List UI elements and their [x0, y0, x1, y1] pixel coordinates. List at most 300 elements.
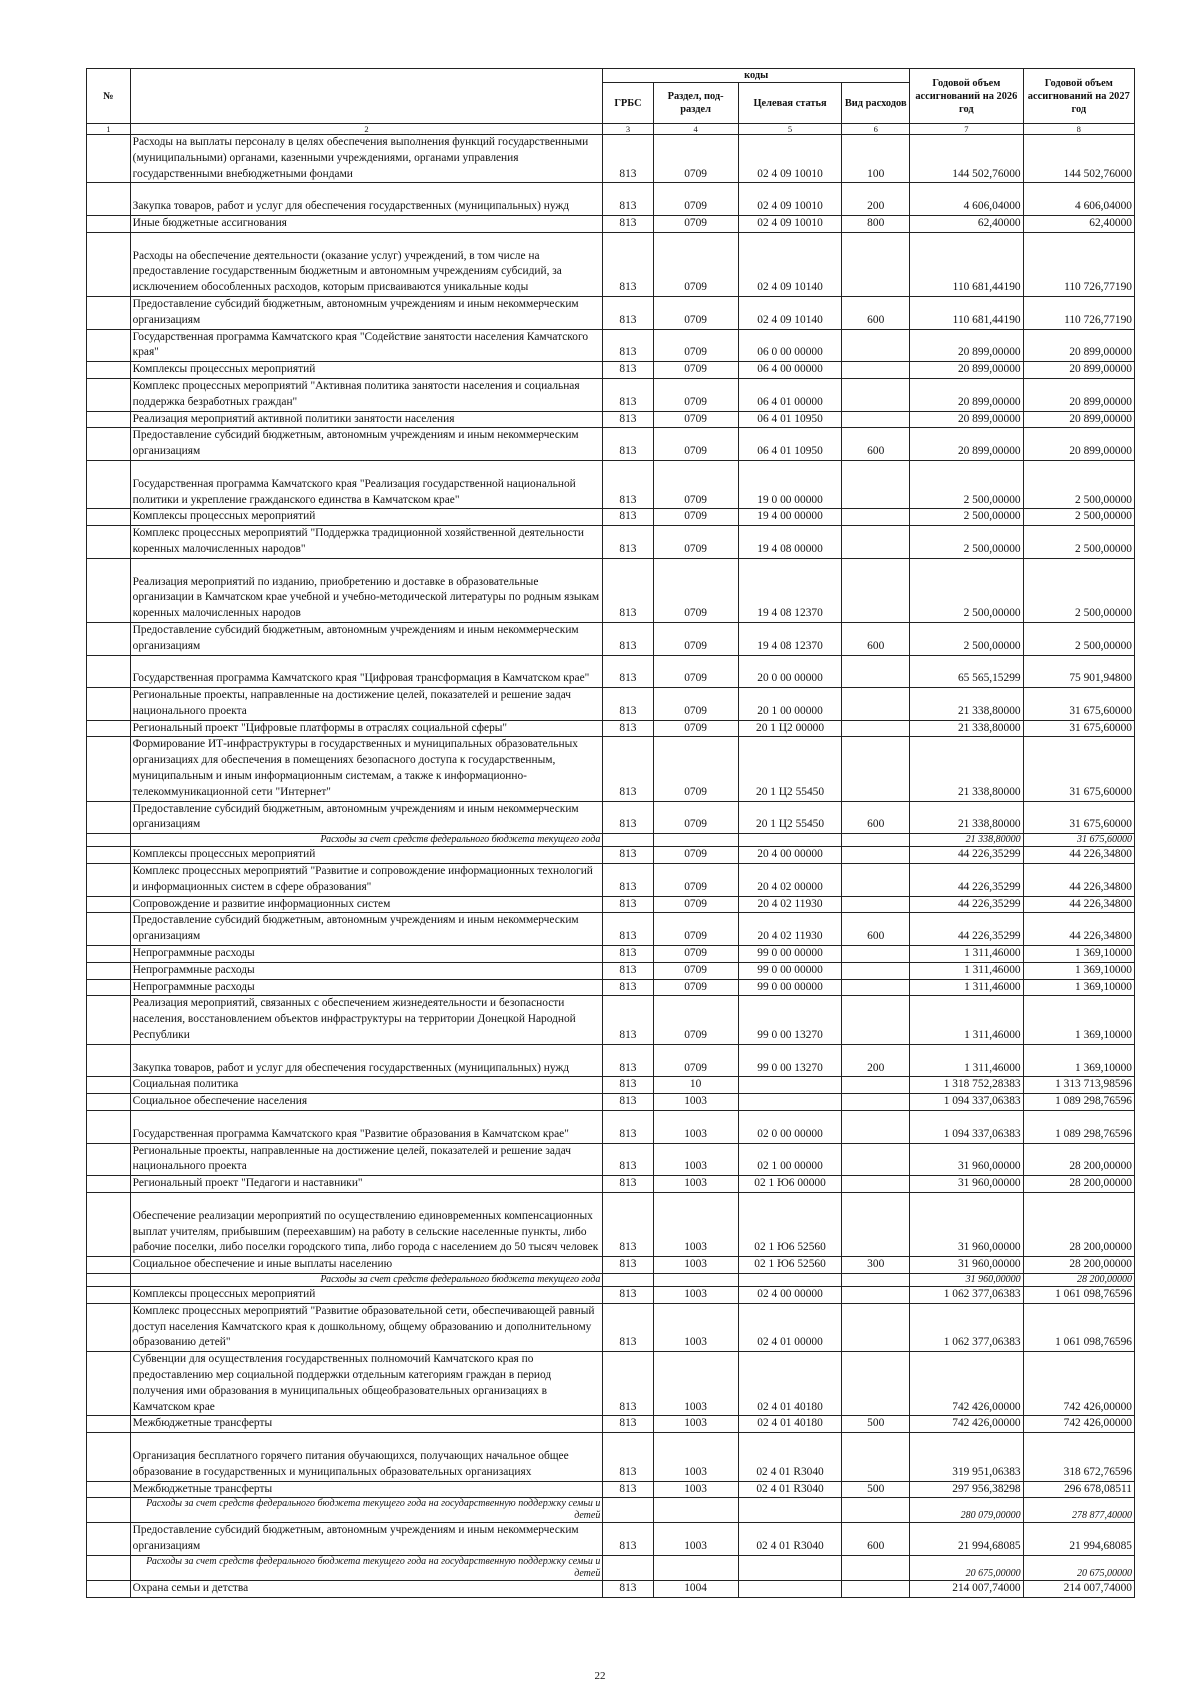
row-target-cell: 02 4 09 10010: [738, 215, 842, 232]
table-row: [87, 1257, 1135, 1274]
row-volume-2026-cell: 742 426,00000: [910, 1416, 1024, 1433]
row-razdel-cell: 0709: [653, 1044, 738, 1077]
table-row: [87, 1481, 1135, 1498]
row-grbs-cell: 813: [603, 1044, 653, 1077]
row-kind-cell: [842, 720, 910, 737]
row-volume-2026-cell: 214 007,74000: [910, 1580, 1024, 1597]
row-grbs-cell: 813: [603, 962, 653, 979]
row-name-cell: Предоставление субсидий бюджетным, автономным учреждениям и иным некоммерческим организациям: [130, 1523, 603, 1556]
row-volume-2026-cell: 44 226,35299: [910, 847, 1024, 864]
row-grbs-cell: 813: [603, 135, 653, 183]
row-volume-2027-cell: 1 061 098,76596: [1023, 1286, 1134, 1303]
row-number-cell: [87, 329, 131, 362]
row-kind-cell: 600: [842, 801, 910, 834]
row-grbs-cell: 813: [603, 996, 653, 1044]
row-target-cell: 02 1 Ю6 52560: [738, 1257, 842, 1274]
row-target-cell: [738, 1094, 842, 1111]
row-volume-2027-cell: 296 678,08511: [1023, 1481, 1134, 1498]
row-target-cell: 02 4 09 10010: [738, 135, 842, 183]
row-number-cell: [87, 979, 131, 996]
row-volume-2026-cell: 1 311,46000: [910, 962, 1024, 979]
table-note-row: [87, 1273, 1135, 1286]
row-name-cell: Расходы на выплаты персоналу в целях обеспечения выполнения функций государственными (муниципальными) органами, казенными учреждениями, органами управления государственными внебюджетными фондами: [130, 135, 603, 183]
row-kind-cell: 800: [842, 215, 910, 232]
row-number-cell: [87, 1416, 131, 1433]
row-volume-2027-cell: 110 726,77190: [1023, 232, 1134, 296]
col-number: 2: [130, 124, 603, 135]
row-kind-cell: [842, 864, 910, 897]
row-razdel-cell: 0709: [653, 847, 738, 864]
row-razdel-cell: 0709: [653, 411, 738, 428]
table-row: [87, 946, 1135, 963]
row-volume-2027-cell: 110 726,77190: [1023, 296, 1134, 329]
row-volume-2026-cell: 2 500,00000: [910, 526, 1024, 559]
col-number: 3: [603, 124, 653, 135]
row-name-cell: Комплексы процессных мероприятий: [130, 847, 603, 864]
row-volume-2027-cell: 318 672,76596: [1023, 1433, 1134, 1481]
row-volume-2026-cell: 62,40000: [910, 215, 1024, 232]
row-number-cell: [87, 737, 131, 801]
row-razdel-cell: 0709: [653, 378, 738, 411]
row-name-cell: Межбюджетные трансферты: [130, 1416, 603, 1433]
row-razdel-cell: 1004: [653, 1580, 738, 1597]
row-razdel-cell: [653, 1498, 738, 1523]
row-grbs-cell: 813: [603, 979, 653, 996]
row-grbs-cell: 813: [603, 411, 653, 428]
row-volume-2027-cell: 31 675,60000: [1023, 737, 1134, 801]
row-name-cell: Комплекс процессных мероприятий "Развитие и сопровождение информационных технологий и информационных систем в сфере образования": [130, 864, 603, 897]
row-kind-cell: [842, 1111, 910, 1144]
row-number-cell: [87, 896, 131, 913]
row-volume-2026-cell: 1 311,46000: [910, 996, 1024, 1044]
row-volume-2026-cell: 21 338,80000: [910, 720, 1024, 737]
row-grbs-cell: 813: [603, 688, 653, 721]
row-number-cell: [87, 1352, 131, 1416]
row-name-cell: Расходы на обеспечение деятельности (оказание услуг) учреждений, в том числе на предоставление государственным бюджетным и автономным учреждениям субсидий, за исключением обособленных расходов, которым присваиваются уникальные коды: [130, 232, 603, 296]
row-grbs-cell: 813: [603, 864, 653, 897]
budget-table: [86, 68, 1135, 1598]
row-name-cell: Предоставление субсидий бюджетным, автономным учреждениям и иным некоммерческим организациям: [130, 428, 603, 461]
row-volume-2027-cell: 1 369,10000: [1023, 979, 1134, 996]
row-name-cell: Комплексы процессных мероприятий: [130, 1286, 603, 1303]
row-target-cell: 99 0 00 00000: [738, 946, 842, 963]
row-volume-2026-cell: 31 960,00000: [910, 1193, 1024, 1257]
col-number: 4: [653, 124, 738, 135]
row-number-cell: [87, 1143, 131, 1176]
row-volume-2026-cell: 110 681,44190: [910, 296, 1024, 329]
row-name-cell: Региональный проект "Педагоги и наставники": [130, 1176, 603, 1193]
row-kind-cell: [842, 460, 910, 508]
row-target-cell: 99 0 00 00000: [738, 979, 842, 996]
row-volume-2027-cell: 1 313 713,98596: [1023, 1077, 1134, 1094]
row-target-cell: 99 0 00 00000: [738, 962, 842, 979]
row-volume-2027-cell: 2 500,00000: [1023, 460, 1134, 508]
row-target-cell: 02 1 Ю6 52560: [738, 1193, 842, 1257]
col-header-number: №: [87, 69, 131, 124]
row-name-cell: Расходы за счет средств федерального бюджета текущего года на государственную поддержку семьи и детей: [130, 1555, 603, 1580]
row-volume-2026-cell: 1 311,46000: [910, 946, 1024, 963]
row-name-cell: Субвенции для осуществления государственных полномочий Камчатского края по предоставлению мер социальной поддержки отдельным категориям граждан в период получения ими образования в муниципальных общеобразовательных организациях в Камчатском крае: [130, 1352, 603, 1416]
row-target-cell: [738, 1077, 842, 1094]
row-kind-cell: [842, 946, 910, 963]
row-target-cell: [738, 1498, 842, 1523]
row-number-cell: [87, 558, 131, 622]
row-kind-cell: [842, 962, 910, 979]
row-volume-2026-cell: 2 500,00000: [910, 509, 1024, 526]
row-volume-2027-cell: 31 675,60000: [1023, 834, 1134, 847]
row-target-cell: 99 0 00 13270: [738, 996, 842, 1044]
row-volume-2027-cell: 44 226,34800: [1023, 896, 1134, 913]
row-volume-2027-cell: 1 089 298,76596: [1023, 1094, 1134, 1111]
row-kind-cell: 100: [842, 135, 910, 183]
row-volume-2026-cell: 31 960,00000: [910, 1176, 1024, 1193]
row-name-cell: Реализация мероприятий, связанных с обеспечением жизнедеятельности и безопасности населения, восстановлением объектов инфраструктуры на территории Донецкой Народной Республики: [130, 996, 603, 1044]
table-row: [87, 183, 1135, 216]
table-row: [87, 232, 1135, 296]
row-volume-2027-cell: 1 369,10000: [1023, 946, 1134, 963]
row-grbs-cell: 813: [603, 1580, 653, 1597]
row-kind-cell: [842, 834, 910, 847]
row-razdel-cell: 0709: [653, 720, 738, 737]
row-volume-2026-cell: 65 565,15299: [910, 655, 1024, 688]
row-razdel-cell: 0709: [653, 428, 738, 461]
row-target-cell: 02 4 09 10140: [738, 232, 842, 296]
row-kind-cell: [842, 1352, 910, 1416]
row-target-cell: 02 4 09 10010: [738, 183, 842, 216]
row-number-cell: [87, 962, 131, 979]
row-target-cell: 02 4 01 40180: [738, 1352, 842, 1416]
row-volume-2026-cell: 20 675,00000: [910, 1555, 1024, 1580]
row-razdel-cell: 0709: [653, 329, 738, 362]
row-target-cell: 20 4 00 00000: [738, 847, 842, 864]
row-volume-2027-cell: 44 226,34800: [1023, 864, 1134, 897]
row-name-cell: Расходы за счет средств федерального бюджета текущего года на государственную поддержку семьи и детей: [130, 1498, 603, 1523]
row-volume-2027-cell: 28 200,00000: [1023, 1143, 1134, 1176]
table-row: [87, 1286, 1135, 1303]
row-kind-cell: 200: [842, 183, 910, 216]
row-target-cell: 02 1 00 00000: [738, 1143, 842, 1176]
row-razdel-cell: 1003: [653, 1143, 738, 1176]
row-grbs-cell: 813: [603, 558, 653, 622]
row-razdel-cell: 0709: [653, 362, 738, 379]
row-target-cell: 99 0 00 13270: [738, 1044, 842, 1077]
row-number-cell: [87, 1044, 131, 1077]
row-grbs-cell: 813: [603, 1303, 653, 1351]
row-name-cell: Государственная программа Камчатского края "Содействие занятости населения Камчатского края": [130, 329, 603, 362]
table-row: [87, 1111, 1135, 1144]
col-header-kind: Вид расходов: [842, 83, 910, 124]
row-target-cell: 19 4 00 00000: [738, 509, 842, 526]
row-grbs-cell: 813: [603, 913, 653, 946]
row-razdel-cell: 0709: [653, 913, 738, 946]
row-target-cell: 19 4 08 00000: [738, 526, 842, 559]
row-volume-2027-cell: 20 899,00000: [1023, 411, 1134, 428]
column-number-row: [87, 124, 1135, 135]
row-kind-cell: [842, 1498, 910, 1523]
row-target-cell: 19 4 08 12370: [738, 558, 842, 622]
row-volume-2026-cell: 20 899,00000: [910, 428, 1024, 461]
row-kind-cell: [842, 847, 910, 864]
row-kind-cell: 200: [842, 1044, 910, 1077]
row-volume-2027-cell: 28 200,00000: [1023, 1176, 1134, 1193]
row-target-cell: 06 4 01 10950: [738, 428, 842, 461]
table-row: [87, 329, 1135, 362]
row-target-cell: 02 1 Ю6 00000: [738, 1176, 842, 1193]
table-row: [87, 1523, 1135, 1556]
table-row: [87, 962, 1135, 979]
row-grbs-cell: 813: [603, 460, 653, 508]
row-volume-2027-cell: 20 899,00000: [1023, 329, 1134, 362]
row-volume-2026-cell: 2 500,00000: [910, 622, 1024, 655]
table-row: [87, 913, 1135, 946]
row-grbs-cell: 813: [603, 1433, 653, 1481]
row-target-cell: 20 1 Ц2 55450: [738, 801, 842, 834]
row-kind-cell: 600: [842, 296, 910, 329]
row-volume-2026-cell: 21 338,80000: [910, 737, 1024, 801]
row-grbs-cell: 813: [603, 1481, 653, 1498]
row-volume-2026-cell: 280 079,00000: [910, 1498, 1024, 1523]
row-volume-2027-cell: 28 200,00000: [1023, 1273, 1134, 1286]
row-kind-cell: [842, 737, 910, 801]
row-name-cell: Государственная программа Камчатского края "Развитие образования в Камчатском крае": [130, 1111, 603, 1144]
row-kind-cell: [842, 1433, 910, 1481]
row-target-cell: [738, 834, 842, 847]
row-razdel-cell: 0709: [653, 135, 738, 183]
row-target-cell: 06 4 00 00000: [738, 362, 842, 379]
table-row: [87, 1077, 1135, 1094]
row-name-cell: Социальное обеспечение и иные выплаты населению: [130, 1257, 603, 1274]
row-volume-2027-cell: 2 500,00000: [1023, 526, 1134, 559]
table-row: [87, 801, 1135, 834]
row-grbs-cell: 813: [603, 1416, 653, 1433]
row-number-cell: [87, 622, 131, 655]
row-name-cell: Закупка товаров, работ и услуг для обеспечения государственных (муниципальных) нужд: [130, 1044, 603, 1077]
row-volume-2026-cell: 31 960,00000: [910, 1273, 1024, 1286]
row-kind-cell: [842, 1176, 910, 1193]
row-volume-2027-cell: 4 606,04000: [1023, 183, 1134, 216]
row-razdel-cell: 0709: [653, 688, 738, 721]
col-number: 1: [87, 124, 131, 135]
row-number-cell: [87, 913, 131, 946]
row-number-cell: [87, 1498, 131, 1523]
row-number-cell: [87, 1580, 131, 1597]
row-volume-2027-cell: 28 200,00000: [1023, 1257, 1134, 1274]
row-name-cell: Комплекс процессных мероприятий "Поддержка традиционной хозяйственной деятельности коренных малочисленных народов": [130, 526, 603, 559]
row-name-cell: Государственная программа Камчатского края "Цифровая трансформация в Камчатском крае": [130, 655, 603, 688]
table-note-row: [87, 1498, 1135, 1523]
row-kind-cell: [842, 329, 910, 362]
row-volume-2027-cell: 62,40000: [1023, 215, 1134, 232]
row-volume-2026-cell: 44 226,35299: [910, 896, 1024, 913]
table-row: [87, 720, 1135, 737]
row-name-cell: Межбюджетные трансферты: [130, 1481, 603, 1498]
row-volume-2026-cell: 1 062 377,06383: [910, 1286, 1024, 1303]
row-number-cell: [87, 1111, 131, 1144]
row-number-cell: [87, 1176, 131, 1193]
row-target-cell: 02 4 01 00000: [738, 1303, 842, 1351]
col-number: 8: [1023, 124, 1134, 135]
row-kind-cell: [842, 688, 910, 721]
row-number-cell: [87, 1193, 131, 1257]
row-volume-2026-cell: 1 311,46000: [910, 979, 1024, 996]
row-grbs-cell: 813: [603, 1094, 653, 1111]
table-row: [87, 135, 1135, 183]
row-name-cell: Региональные проекты, направленные на достижение целей, показателей и решение задач национального проекта: [130, 1143, 603, 1176]
table-row: [87, 737, 1135, 801]
row-razdel-cell: 0709: [653, 962, 738, 979]
row-grbs-cell: 813: [603, 847, 653, 864]
row-kind-cell: [842, 232, 910, 296]
row-name-cell: Непрограммные расходы: [130, 979, 603, 996]
table-note-row: [87, 1555, 1135, 1580]
row-target-cell: 20 4 02 11930: [738, 896, 842, 913]
row-volume-2026-cell: 742 426,00000: [910, 1352, 1024, 1416]
row-razdel-cell: 1003: [653, 1481, 738, 1498]
row-name-cell: Региональные проекты, направленные на достижение целей, показателей и решение задач национального проекта: [130, 688, 603, 721]
row-volume-2026-cell: 21 338,80000: [910, 688, 1024, 721]
row-target-cell: 20 4 02 00000: [738, 864, 842, 897]
row-name-cell: Предоставление субсидий бюджетным, автономным учреждениям и иным некоммерческим организациям: [130, 622, 603, 655]
row-name-cell: Предоставление субсидий бюджетным, автономным учреждениям и иным некоммерческим организациям: [130, 296, 603, 329]
table-note-row: [87, 834, 1135, 847]
table-row: [87, 688, 1135, 721]
row-target-cell: 19 0 00 00000: [738, 460, 842, 508]
row-volume-2027-cell: 44 226,34800: [1023, 913, 1134, 946]
row-grbs-cell: 813: [603, 1286, 653, 1303]
row-target-cell: 06 4 01 00000: [738, 378, 842, 411]
row-number-cell: [87, 996, 131, 1044]
row-name-cell: Комплексы процессных мероприятий: [130, 362, 603, 379]
row-number-cell: [87, 946, 131, 963]
table-row: [87, 215, 1135, 232]
table-row: [87, 362, 1135, 379]
row-number-cell: [87, 1481, 131, 1498]
row-kind-cell: [842, 996, 910, 1044]
row-target-cell: 02 0 00 00000: [738, 1111, 842, 1144]
col-header-grbs: ГРБС: [603, 83, 653, 124]
row-number-cell: [87, 1273, 131, 1286]
row-kind-cell: [842, 1555, 910, 1580]
row-volume-2026-cell: 1 094 337,06383: [910, 1111, 1024, 1144]
col-header-codes: коды: [603, 69, 910, 83]
row-kind-cell: [842, 1303, 910, 1351]
row-razdel-cell: 0709: [653, 622, 738, 655]
row-razdel-cell: 0709: [653, 558, 738, 622]
row-name-cell: Реализация мероприятий по изданию, приобретению и доставке в образовательные организации в Камчатском крае учебной и учебно-методической литературы по родным языкам коренных малочисленных народов: [130, 558, 603, 622]
row-kind-cell: [842, 526, 910, 559]
row-razdel-cell: 0709: [653, 460, 738, 508]
row-volume-2027-cell: 44 226,34800: [1023, 847, 1134, 864]
row-volume-2026-cell: 2 500,00000: [910, 460, 1024, 508]
row-volume-2027-cell: 742 426,00000: [1023, 1352, 1134, 1416]
row-kind-cell: [842, 1273, 910, 1286]
row-volume-2027-cell: 20 899,00000: [1023, 362, 1134, 379]
row-volume-2026-cell: 110 681,44190: [910, 232, 1024, 296]
col-number: 6: [842, 124, 910, 135]
col-header-name: [130, 69, 603, 124]
row-volume-2027-cell: 742 426,00000: [1023, 1416, 1134, 1433]
row-razdel-cell: 1003: [653, 1257, 738, 1274]
budget-table-sheet: [86, 68, 1135, 1598]
table-row: [87, 996, 1135, 1044]
row-number-cell: [87, 428, 131, 461]
row-kind-cell: [842, 1077, 910, 1094]
row-name-cell: Закупка товаров, работ и услуг для обеспечения государственных (муниципальных) нужд: [130, 183, 603, 216]
row-grbs-cell: 813: [603, 737, 653, 801]
row-grbs-cell: 813: [603, 946, 653, 963]
page-number: 22: [594, 1670, 606, 1682]
row-grbs-cell: 813: [603, 509, 653, 526]
col-header-volume-2027: Годовой объем ассигнований на 2027 год: [1023, 69, 1134, 124]
row-razdel-cell: 0709: [653, 864, 738, 897]
row-razdel-cell: 1003: [653, 1286, 738, 1303]
row-name-cell: Предоставление субсидий бюджетным, автономным учреждениям и иным некоммерческим организациям: [130, 801, 603, 834]
row-razdel-cell: 1003: [653, 1193, 738, 1257]
row-volume-2026-cell: 20 899,00000: [910, 378, 1024, 411]
row-volume-2026-cell: 297 956,38298: [910, 1481, 1024, 1498]
row-kind-cell: [842, 1580, 910, 1597]
row-volume-2026-cell: 319 951,06383: [910, 1433, 1024, 1481]
row-volume-2027-cell: 1 369,10000: [1023, 1044, 1134, 1077]
row-kind-cell: 600: [842, 622, 910, 655]
row-target-cell: 20 1 Ц2 00000: [738, 720, 842, 737]
table-row: [87, 1352, 1135, 1416]
row-kind-cell: [842, 655, 910, 688]
table-row: [87, 509, 1135, 526]
row-kind-cell: [842, 896, 910, 913]
row-volume-2027-cell: 1 369,10000: [1023, 996, 1134, 1044]
row-volume-2026-cell: 20 899,00000: [910, 411, 1024, 428]
table-row: [87, 1094, 1135, 1111]
row-number-cell: [87, 1303, 131, 1351]
row-kind-cell: [842, 1286, 910, 1303]
row-grbs-cell: 813: [603, 1352, 653, 1416]
row-kind-cell: 600: [842, 913, 910, 946]
table-row: [87, 460, 1135, 508]
row-razdel-cell: 10: [653, 1077, 738, 1094]
row-volume-2026-cell: 44 226,35299: [910, 864, 1024, 897]
row-kind-cell: 300: [842, 1257, 910, 1274]
row-target-cell: 19 4 08 12370: [738, 622, 842, 655]
row-razdel-cell: 1003: [653, 1094, 738, 1111]
row-target-cell: 20 0 00 00000: [738, 655, 842, 688]
row-razdel-cell: 0709: [653, 183, 738, 216]
row-razdel-cell: [653, 834, 738, 847]
row-target-cell: 20 1 00 00000: [738, 688, 842, 721]
row-volume-2026-cell: 1 062 377,06383: [910, 1303, 1024, 1351]
row-volume-2027-cell: 20 899,00000: [1023, 428, 1134, 461]
row-name-cell: Сопровождение и развитие информационных систем: [130, 896, 603, 913]
row-target-cell: 20 1 Ц2 55450: [738, 737, 842, 801]
row-grbs-cell: [603, 1555, 653, 1580]
row-volume-2026-cell: 20 899,00000: [910, 362, 1024, 379]
row-number-cell: [87, 1094, 131, 1111]
row-name-cell: Комплекс процессных мероприятий "Развитие образовательной сети, обеспечивающей равный доступ населения Камчатского края к дошкольному, общему образованию и дополнительному образованию детей": [130, 1303, 603, 1351]
row-grbs-cell: 813: [603, 1077, 653, 1094]
row-volume-2026-cell: 1 318 752,28383: [910, 1077, 1024, 1094]
table-row: [87, 847, 1135, 864]
row-volume-2027-cell: 31 675,60000: [1023, 801, 1134, 834]
table-row: [87, 411, 1135, 428]
row-target-cell: 20 4 02 11930: [738, 913, 842, 946]
row-name-cell: Непрограммные расходы: [130, 946, 603, 963]
row-kind-cell: [842, 509, 910, 526]
row-volume-2027-cell: 2 500,00000: [1023, 622, 1134, 655]
row-razdel-cell: 1003: [653, 1111, 738, 1144]
row-volume-2026-cell: 21 338,80000: [910, 834, 1024, 847]
row-name-cell: Комплексы процессных мероприятий: [130, 509, 603, 526]
row-number-cell: [87, 1433, 131, 1481]
